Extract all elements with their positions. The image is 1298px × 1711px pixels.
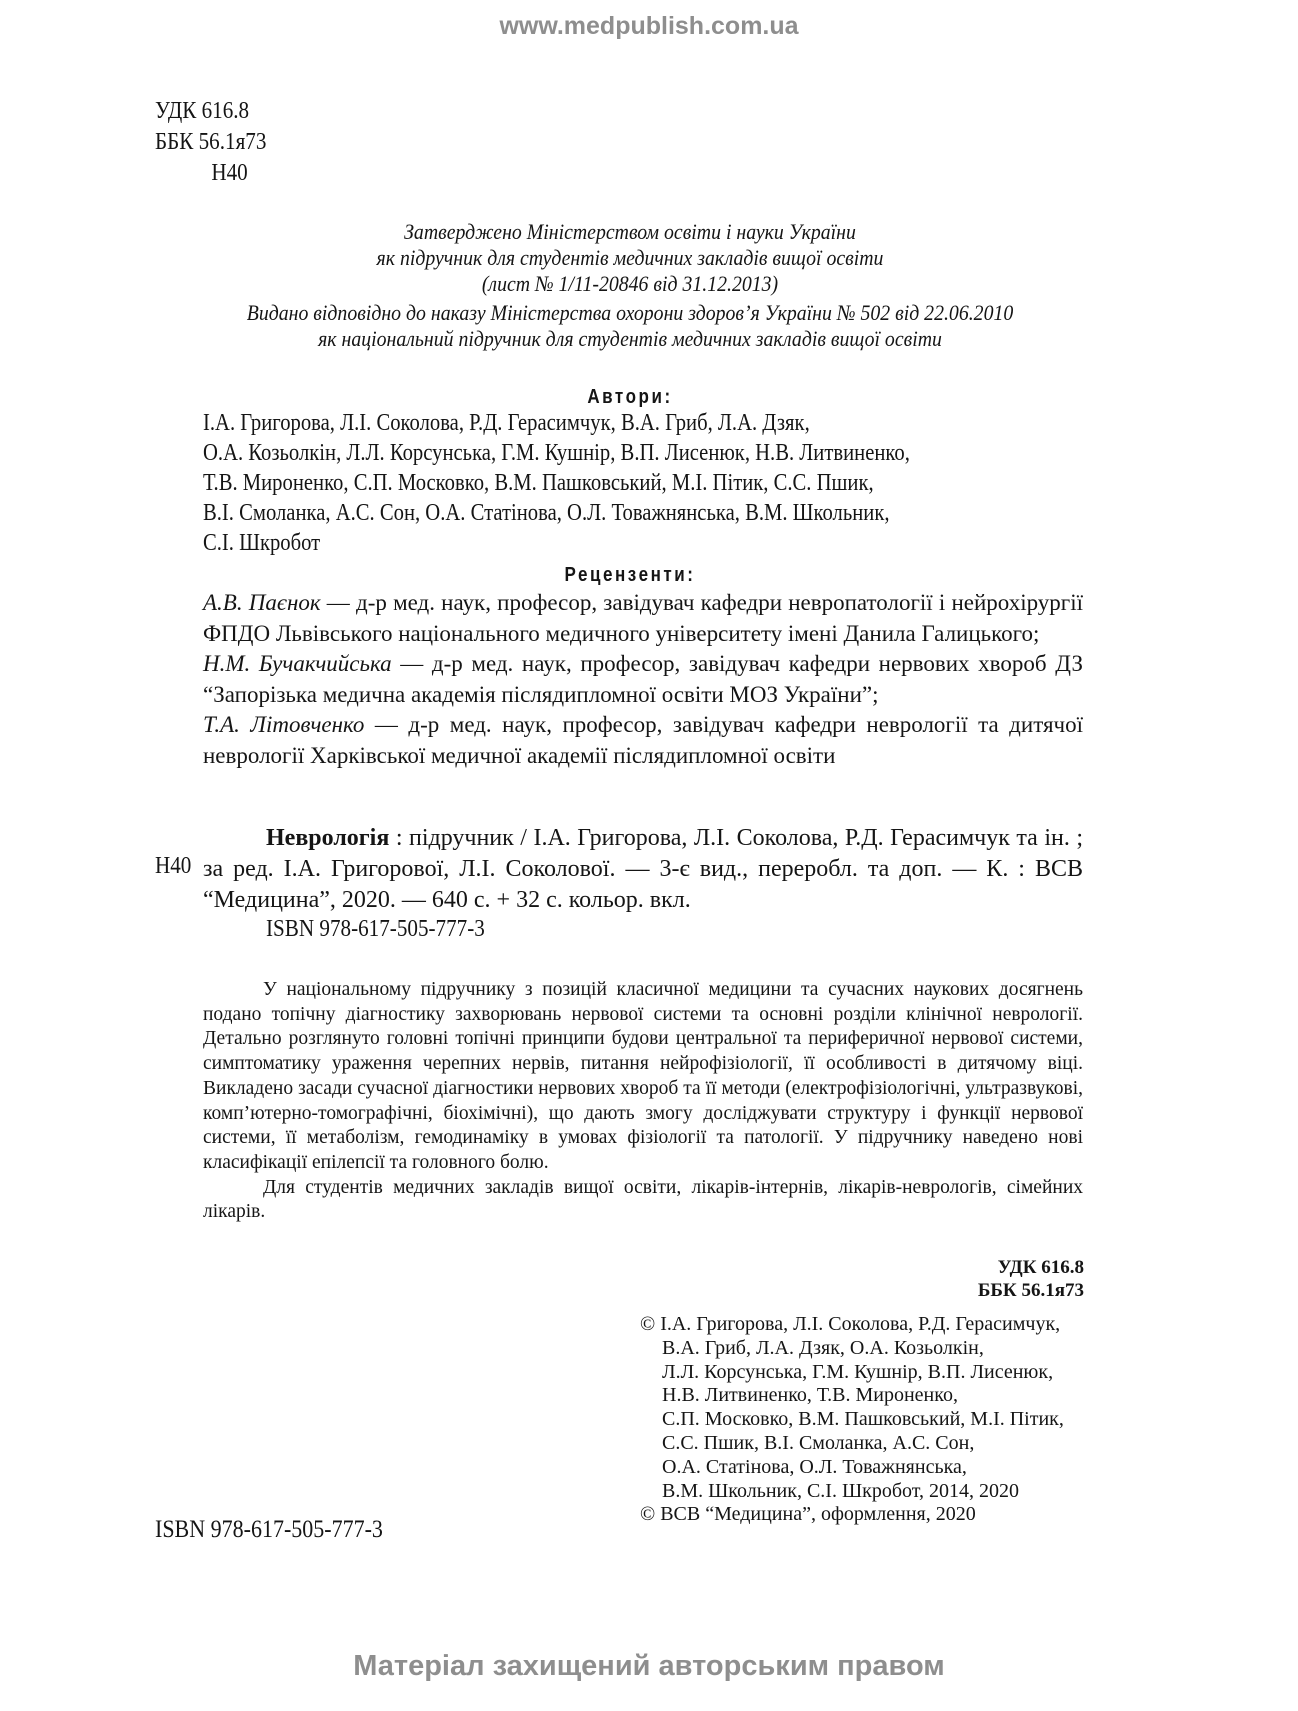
copyright-line: С.П. Московко, В.М. Пашковський, М.І. Пітик,: [662, 1408, 1064, 1431]
approval-line-5: як національний підручник для студентів медичних закладів вищої освіти: [318, 326, 942, 351]
approval-line-3: (лист № 1/11-20846 від 31.12.2013): [481, 271, 779, 296]
copyright-block: [640, 1313, 1064, 1527]
footer-classification: [978, 1256, 1084, 1302]
author-mark: Н40: [211, 160, 248, 186]
annotation-paragraph: У національному підручнику з позицій класичної медицини та сучасних наукових досягнень подано топічну діагностику захворювань нервової системи та основні розділи клінічної неврології. Детально розглянуто головні топічні принципи будови центральної та периферичної нервової системи, симптоматику ураження черепних нервів, питання нейрофізіології, її особливості в дитячому віці. Викладено засади сучасної діагностики нервових хвороб та її методи (електрофізіологічні, ультразвукові, комп’ютерно-томографічні, біохімічні), що дають змогу досліджувати структуру і функції нервової системи, її метаболізм, гемодинаміку в умовах фізіології та патології. У підручнику наведено нові класифікації епілепсії та головного болю.: [203, 979, 1083, 1173]
reviewers-heading: Рецензенти:: [564, 564, 696, 586]
approval-line-2: як підручник для студентів медичних закладів вищої освіти: [376, 245, 884, 270]
approval-statement: [234, 219, 1026, 297]
bibliographic-description: [203, 823, 1083, 916]
copyright-line: © І.А. Григорова, Л.І. Соколова, Р.Д. Герасимчук,: [640, 1313, 1061, 1335]
authors-line: С.І. Шкробот: [203, 530, 321, 556]
approval-line-1: Затверджено Міністерством освіти і науки України: [404, 219, 856, 244]
reviewer-name: Н.М. Бучакчийська: [203, 651, 392, 676]
copyright-line: Л.Л. Корсунська, Г.М. Кушнір, В.П. Лисенюк,: [662, 1360, 1054, 1383]
bbk-code: ББК 56.1я73: [155, 129, 267, 155]
reviewer-entry: [203, 710, 1083, 771]
reviewer-details: — д-р мед. наук, професор, завідувач кафедри нервових хвороб ДЗ “Запорізька медична академія післядипломної освіти МОЗ України”;: [203, 651, 1083, 707]
reviewer-details: — д-р мед. наук, професор, завідувач кафедри неврології та дитячої неврології Харківської медичної академії післядипломної освіти: [203, 712, 1083, 768]
footer-udk: УДК 616.8: [997, 1257, 1084, 1278]
footer-bbk: ББК 56.1я73: [977, 1280, 1084, 1301]
publication-order-statement: [198, 300, 1062, 352]
approval-line-4: Видано відповідно до наказу Міністерства охорони здоров’я України № 502 від 22.06.2010: [246, 300, 1014, 325]
watermark-site-url: www.medpublish.com.ua: [499, 12, 799, 40]
copyright-line: С.С. Пшик, В.І. Смоланка, А.С. Сон,: [662, 1431, 975, 1454]
reviewer-entry: [203, 588, 1083, 649]
copyright-line: О.А. Статінова, О.Л. Товажнянська,: [662, 1455, 967, 1478]
reviewer-name: А.В. Паєнок: [203, 590, 321, 615]
udk-code: УДК 616.8: [155, 98, 250, 124]
annotation-audience: Для студентів медичних закладів вищої освіти, лікарів-інтернів, лікарів-неврологів, сімейних лікарів.: [203, 1176, 1083, 1223]
authors-list: [203, 408, 1083, 558]
bibliographic-details: : підручник / І.А. Григорова, Л.І. Соколова, Р.Д. Герасимчук та ін. ; за ред. І.А. Григорової, Л.І. Соколової. — 3-є вид., переробл. та доп. — К. : ВСВ “Медицина”, 2020. — 640 с. + 32 с. кольор. вкл.: [203, 825, 1083, 913]
copyright-line: Н.В. Литвиненко, Т.В. Мироненко,: [662, 1384, 958, 1407]
reviewers-list: [203, 588, 1083, 771]
book-title: Неврологія: [266, 825, 390, 851]
copyright-line: В.М. Школьник, С.І. Шкробот, 2014, 2020: [662, 1479, 1020, 1502]
authors-line: І.А. Григорова, Л.І. Соколова, Р.Д. Герасимчук, В.А. Гриб, Л.А. Дзяк,: [203, 410, 810, 436]
annotation: [203, 978, 1083, 1225]
reviewer-entry: [203, 649, 1083, 710]
reviewer-name: Т.А. Літовченко: [203, 712, 365, 737]
authors-heading: Автори:: [587, 386, 673, 408]
classification-block: [155, 96, 266, 189]
isbn-record: ISBN 978-617-505-777-3: [266, 916, 485, 942]
authors-line: В.І. Смоланка, А.С. Сон, О.А. Статінова, О.Л. Товажнянська, В.М. Школьник,: [203, 500, 890, 526]
copyright-publisher-line: © ВСВ “Медицина”, оформлення, 2020: [640, 1503, 976, 1526]
copyright-line: В.А. Гриб, Л.А. Дзяк, О.А. Козьолкін,: [662, 1336, 984, 1359]
authors-line: Т.В. Мироненко, С.П. Московко, В.М. Пашковський, М.І. Пітик, С.С. Пшик,: [203, 470, 874, 496]
bibliographic-author-mark: Н40: [155, 853, 192, 879]
bibliographic-record: [203, 823, 1083, 916]
isbn-footer: ISBN 978-617-505-777-3: [155, 1516, 383, 1543]
watermark-copyright-notice: Матеріал захищений авторським правом: [353, 1650, 945, 1682]
reviewer-details: — д-р мед. наук, професор, завідувач кафедри невропатології і нейрохірургії ФПДО Львівського національного медичного університету імені Данила Галицького;: [203, 590, 1084, 646]
authors-line: О.А. Козьолкін, Л.Л. Корсунська, Г.М. Кушнір, В.П. Лисенюк, Н.В. Литвиненко,: [203, 440, 910, 466]
